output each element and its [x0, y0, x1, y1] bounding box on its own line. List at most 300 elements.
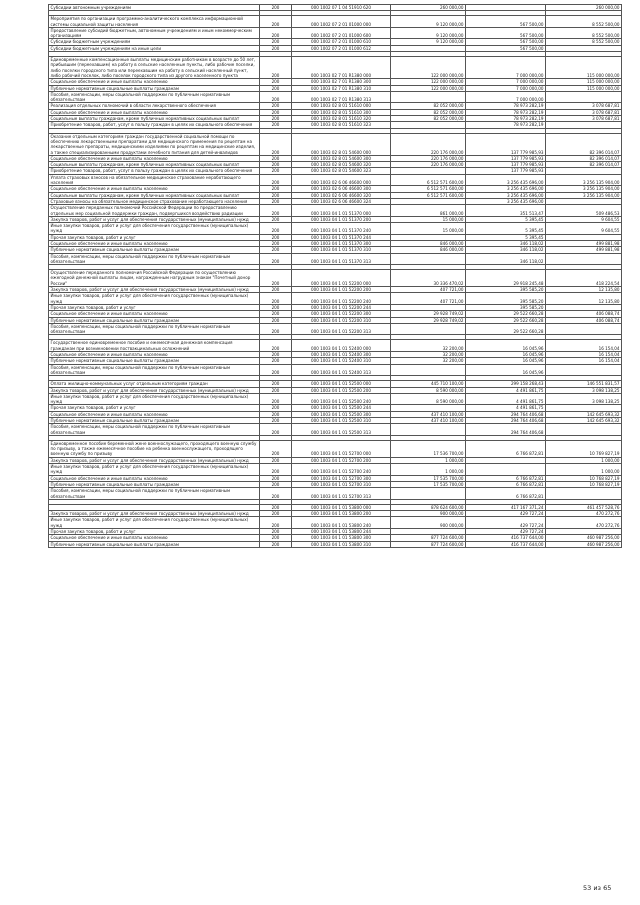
- row-name-cell: Осуществление переданного полномочия Российской Федерации по осуществлению ежегодной денежной выплаты лицам, награжденным нагрудным знаком "Почетный донор России": [49, 270, 260, 287]
- row-approved-cell: 9 120 000,00: [391, 39, 466, 45]
- row-classification-cell: 000 1003 02 8 01 51610 000: [292, 103, 391, 109]
- row-name-cell: Субсидии автономным учреждениям: [49, 5, 260, 11]
- row-code-cell: 200: [260, 440, 292, 457]
- row-executed-cell: 3 256 435 696,00: [466, 174, 546, 186]
- row-approved-cell: 82 052 000,00: [391, 116, 466, 122]
- row-name-cell: Публичные нормативные социальные выплаты гражданам: [49, 418, 260, 424]
- row-executed-cell: 395 585,20: [466, 304, 546, 310]
- row-unexecuted-cell: 10 769 827,19: [546, 440, 622, 457]
- row-name-cell: Иные закупки товаров, работ и услуг для обеспечения государственных (муниципальных) нужд: [49, 393, 260, 405]
- row-code-cell: 200: [260, 216, 292, 222]
- row-unexecuted-cell: [546, 323, 622, 335]
- row-executed-cell: 6 766 872,81: [466, 481, 546, 487]
- row-approved-cell: 8 590 000,00: [391, 393, 466, 405]
- row-code-cell: 200: [260, 381, 292, 387]
- table-row: [49, 205, 622, 217]
- row-executed-cell: 137 779 985,93: [466, 155, 546, 161]
- row-unexecuted-cell: 82 396 014,07: [546, 155, 622, 161]
- row-unexecuted-cell: 3 256 135 904,00: [546, 174, 622, 186]
- row-classification-cell: 000 1003 04 1 01 52500 244: [292, 405, 391, 411]
- table-row: [49, 234, 622, 240]
- row-code-cell: 200: [260, 27, 292, 39]
- row-approved-cell: 122 000 000,00: [391, 85, 466, 91]
- row-approved-cell: 9 120 000,00: [391, 16, 466, 28]
- table-row: [49, 155, 622, 161]
- row-name-cell: Социальные выплаты гражданам, кроме публичных нормативных социальных выплат: [49, 192, 260, 198]
- table-row: [49, 122, 622, 128]
- row-unexecuted-cell: 12 135,80: [546, 293, 622, 305]
- row-unexecuted-cell: 460 987 256,00: [546, 535, 622, 541]
- row-classification-cell: 000 1003 04 1 01 53800 310: [292, 541, 391, 547]
- row-approved-cell: 30 336 470,02: [391, 270, 466, 287]
- row-unexecuted-cell: 16 154,04: [546, 352, 622, 358]
- row-approved-cell: 846 000,00: [391, 240, 466, 246]
- row-approved-cell: 1 000,00: [391, 457, 466, 463]
- row-approved-cell: 15 000,00: [391, 216, 466, 222]
- row-classification-cell: 000 1003 04 1 01 52700 000: [292, 440, 391, 457]
- row-code-cell: 200: [260, 109, 292, 115]
- row-unexecuted-cell: 115 000 000,00: [546, 85, 622, 91]
- row-executed-cell: 78 973 282,19: [466, 116, 546, 122]
- row-code-cell: 200: [260, 234, 292, 240]
- row-name-cell: Прочая закупка товаров, работ и услуг: [49, 234, 260, 240]
- row-name-cell: Социальное обеспечение и иные выплаты населению: [49, 155, 260, 161]
- row-unexecuted-cell: 3 078 687,81: [546, 116, 622, 122]
- row-approved-cell: 32 200,00: [391, 340, 466, 352]
- row-classification-cell: 000 1003 02 6 06 46600 300: [292, 186, 391, 192]
- row-classification-cell: 000 1003 04 1 01 52700 300: [292, 475, 391, 481]
- row-code-cell: 200: [260, 323, 292, 335]
- table-row: [49, 174, 622, 186]
- row-executed-cell: 395 585,20: [466, 287, 546, 293]
- row-code-cell: 200: [260, 464, 292, 476]
- row-code-cell: 200: [260, 155, 292, 161]
- row-code-cell: 200: [260, 122, 292, 128]
- row-approved-cell: 437 410 100,00: [391, 411, 466, 417]
- row-classification-cell: 000 1003 04 1 01 52200 000: [292, 270, 391, 287]
- row-executed-cell: 4 491 861,75: [466, 387, 546, 393]
- row-approved-cell: [391, 364, 466, 376]
- row-code-cell: 200: [260, 240, 292, 246]
- row-classification-cell: 000 1003 04 1 01 52500 300: [292, 411, 391, 417]
- row-name-cell: Осуществление переданных полномочий Российской Федерации по предоставлению отдельных мер социальной поддержки граждан, подвергшихся воздействию радиации: [49, 205, 260, 217]
- row-approved-cell: 29 928 749,02: [391, 311, 466, 317]
- row-executed-cell: 351 513,47: [466, 205, 546, 217]
- row-classification-cell: 000 1003 02 6 06 46600 000: [292, 174, 391, 186]
- row-name-cell: Публичные нормативные социальные выплаты гражданам: [49, 247, 260, 253]
- row-executed-cell: 346 118,02: [466, 253, 546, 265]
- row-executed-cell: 7 000 000,00: [466, 79, 546, 85]
- row-classification-cell: 000 1003 04 1 01 51370 300: [292, 240, 391, 246]
- row-executed-cell: 78 973 282,19: [466, 109, 546, 115]
- row-name-cell: Публичные нормативные социальные выплаты гражданам: [49, 541, 260, 547]
- row-code-cell: 200: [260, 79, 292, 85]
- row-code-cell: 200: [260, 418, 292, 424]
- row-executed-cell: 567 500,00: [466, 45, 546, 51]
- table-row: [49, 541, 622, 547]
- row-executed-cell: 417 167 371,24: [466, 504, 546, 510]
- row-classification-cell: 000 1003 04 1 01 52200 200: [292, 287, 391, 293]
- row-approved-cell: 437 410 100,00: [391, 418, 466, 424]
- table-row: [49, 109, 622, 115]
- row-name-cell: Оказание отдельным категориям граждан государственной социальной помощи по обеспечению лекарственными препаратами для медицинского применения по рецептам на лекарственные препараты, медицинскими изделиями по рецептам на медицинские изделия, а также специализированными продуктами лечебного питания для детей-инвалидов: [49, 133, 260, 155]
- row-approved-cell: 878 624 600,00: [391, 504, 466, 510]
- row-code-cell: 200: [260, 103, 292, 109]
- row-name-cell: Субсидии бюджетным учреждениям: [49, 39, 260, 45]
- row-classification-cell: 000 1003 02 8 01 54600 300: [292, 155, 391, 161]
- row-code-cell: 200: [260, 198, 292, 204]
- row-code-cell: 200: [260, 457, 292, 463]
- row-name-cell: Публичные нормативные социальные выплаты гражданам: [49, 481, 260, 487]
- row-code-cell: 200: [260, 535, 292, 541]
- row-name-cell: Пособия, компенсации, меры социальной поддержки по публичным нормативным обязательствам: [49, 364, 260, 376]
- row-name-cell: Закупка товаров, работ и услуг для обеспечения государственных (муниципальных) нужд: [49, 457, 260, 463]
- table-row: [49, 133, 622, 155]
- row-executed-cell: 346 118,02: [466, 247, 546, 253]
- row-executed-cell: 3 256 435 696,00: [466, 186, 546, 192]
- row-approved-cell: [391, 488, 466, 500]
- row-classification-cell: 000 1003 02 7 01 R1380 313: [292, 91, 391, 103]
- row-unexecuted-cell: 142 645 693,32: [546, 418, 622, 424]
- row-unexecuted-cell: 3 078 687,81: [546, 109, 622, 115]
- row-unexecuted-cell: 82 396 014,07: [546, 133, 622, 155]
- row-name-cell: Социальное обеспечение и иные выплаты населению: [49, 352, 260, 358]
- row-unexecuted-cell: 146 551 831,57: [546, 381, 622, 387]
- row-unexecuted-cell: [546, 253, 622, 265]
- row-name-cell: Социальное обеспечение и иные выплаты населению: [49, 79, 260, 85]
- row-unexecuted-cell: 499 881,98: [546, 247, 622, 253]
- row-classification-cell: 000 1003 02 7 01 R1380 000: [292, 57, 391, 79]
- row-name-cell: Пособия, компенсации, меры социальной поддержки по публичным нормативным обязательствам: [49, 91, 260, 103]
- row-unexecuted-cell: [546, 364, 622, 376]
- row-name-cell: Пособия, компенсации, меры социальной поддержки по публичным нормативным обязательствам: [49, 253, 260, 265]
- row-classification-cell: 000 1003 04 1 01 52200 300: [292, 311, 391, 317]
- row-classification-cell: 000 1002 07 1 04 51910 620: [292, 5, 391, 11]
- table-row: [49, 27, 622, 39]
- row-code-cell: 200: [260, 39, 292, 45]
- row-unexecuted-cell: 16 154,04: [546, 358, 622, 364]
- row-code-cell: 200: [260, 511, 292, 517]
- row-classification-cell: 000 1003 04 1 01 51370 240: [292, 223, 391, 235]
- row-name-cell: Оплата жилищно-коммунальных услуг отдельным категориям граждан: [49, 381, 260, 387]
- row-code-cell: 200: [260, 192, 292, 198]
- row-code-cell: 200: [260, 352, 292, 358]
- row-classification-cell: 000 1003 02 8 01 54600 320: [292, 162, 391, 168]
- row-approved-cell: 32 200,00: [391, 358, 466, 364]
- row-executed-cell: 567 500,00: [466, 27, 546, 39]
- row-approved-cell: 122 000 000,00: [391, 57, 466, 79]
- row-code-cell: 200: [260, 364, 292, 376]
- row-name-cell: Социальное обеспечение и иные выплаты населению: [49, 475, 260, 481]
- row-unexecuted-cell: 115 000 000,00: [546, 79, 622, 85]
- row-name-cell: Публичные нормативные социальные выплаты гражданам: [49, 317, 260, 323]
- row-code-cell: 200: [260, 488, 292, 500]
- row-name-cell: Социальное обеспечение и иные выплаты населению: [49, 186, 260, 192]
- row-name-cell: Прочая закупка товаров, работ и услуг: [49, 405, 260, 411]
- row-unexecuted-cell: 3 256 135 904,00: [546, 186, 622, 192]
- row-approved-cell: 861 000,00: [391, 205, 466, 217]
- table-row: [49, 393, 622, 405]
- table-row: [49, 464, 622, 476]
- row-executed-cell: 29 522 660,28: [466, 311, 546, 317]
- row-executed-cell: 294 764 406,68: [466, 418, 546, 424]
- table-row: [49, 352, 622, 358]
- row-code-cell: 200: [260, 293, 292, 305]
- table-row: [49, 91, 622, 103]
- row-unexecuted-cell: 115 000 000,00: [546, 57, 622, 79]
- row-name-cell: Закупка товаров, работ и услуг для обеспечения государственных (муниципальных) нужд: [49, 511, 260, 517]
- row-code-cell: 200: [260, 57, 292, 79]
- row-unexecuted-cell: 8 552 500,00: [546, 16, 622, 28]
- row-executed-cell: 4 491 861,75: [466, 393, 546, 405]
- row-approved-cell: 900 000,00: [391, 511, 466, 517]
- table-row: [49, 103, 622, 109]
- row-executed-cell: 5 395,45: [466, 234, 546, 240]
- row-approved-cell: [391, 323, 466, 335]
- row-classification-cell: 000 1003 02 7 01 R1380 310: [292, 85, 391, 91]
- table-row: [49, 304, 622, 310]
- row-classification-cell: 000 1003 02 7 01 R1380 300: [292, 79, 391, 85]
- row-executed-cell: 567 500,00: [466, 16, 546, 28]
- row-executed-cell: 294 764 406,68: [466, 424, 546, 436]
- row-executed-cell: 6 766 872,81: [466, 475, 546, 481]
- row-executed-cell: 29 522 660,28: [466, 323, 546, 335]
- row-executed-cell: 395 585,20: [466, 293, 546, 305]
- table-row: [49, 192, 622, 198]
- row-approved-cell: 1 000,00: [391, 464, 466, 476]
- row-approved-cell: 407 721,00: [391, 287, 466, 293]
- row-executed-cell: 16 045,96: [466, 358, 546, 364]
- row-unexecuted-cell: 3 256 135 904,00: [546, 192, 622, 198]
- table-row: [49, 440, 622, 457]
- row-classification-cell: 000 1003 04 1 01 52200 240: [292, 293, 391, 305]
- row-executed-cell: 137 779 985,93: [466, 168, 546, 174]
- row-code-cell: 200: [260, 247, 292, 253]
- row-classification-cell: 000 1003 04 1 01 52500 240: [292, 393, 391, 405]
- row-code-cell: 200: [260, 358, 292, 364]
- row-executed-cell: 416 737 644,00: [466, 541, 546, 547]
- table-row: [49, 405, 622, 411]
- row-unexecuted-cell: 406 088,74: [546, 317, 622, 323]
- row-approved-cell: 220 176 000,00: [391, 162, 466, 168]
- row-name-cell: Публичные нормативные социальные выплаты гражданам: [49, 358, 260, 364]
- row-classification-cell: 000 1003 04 1 01 51370 200: [292, 216, 391, 222]
- row-approved-cell: 846 000,00: [391, 247, 466, 253]
- row-name-cell: Социальное обеспечение и иные выплаты населению: [49, 240, 260, 246]
- row-unexecuted-cell: 470 272,76: [546, 517, 622, 529]
- row-executed-cell: 3 256 435 696,00: [466, 192, 546, 198]
- row-executed-cell: 137 779 985,93: [466, 162, 546, 168]
- table-row: [49, 186, 622, 192]
- table-row: [49, 475, 622, 481]
- row-executed-cell: [466, 464, 546, 476]
- table-row: [49, 387, 622, 393]
- row-unexecuted-cell: 10 768 827,19: [546, 481, 622, 487]
- row-unexecuted-cell: [546, 488, 622, 500]
- row-unexecuted-cell: 9 604,55: [546, 216, 622, 222]
- table-row: [49, 57, 622, 79]
- row-executed-cell: 3 256 435 696,00: [466, 198, 546, 204]
- row-name-cell: Иные закупки товаров, работ и услуг для обеспечения государственных (муниципальных) нужд: [49, 517, 260, 529]
- row-approved-cell: 6 512 571 600,00: [391, 186, 466, 192]
- row-classification-cell: 000 1003 04 1 01 53800 000: [292, 504, 391, 510]
- row-code-cell: 200: [260, 529, 292, 535]
- row-code-cell: 200: [260, 541, 292, 547]
- row-code-cell: 200: [260, 270, 292, 287]
- row-code-cell: 200: [260, 133, 292, 155]
- row-name-cell: Мероприятия по организации программно-аналитического комплекса информационной системы социальной защиты населения: [49, 16, 260, 28]
- row-unexecuted-cell: 82 396 014,07: [546, 162, 622, 168]
- row-approved-cell: 17 536 700,00: [391, 440, 466, 457]
- row-approved-cell: [391, 91, 466, 103]
- row-name-cell: Пособия, компенсации, меры социальной поддержки по публичным нормативным обязательствам: [49, 323, 260, 335]
- row-code-cell: 200: [260, 517, 292, 529]
- row-unexecuted-cell: 3 098 138,25: [546, 393, 622, 405]
- row-executed-cell: 16 045,96: [466, 340, 546, 352]
- row-classification-cell: 000 1003 04 1 01 52700 240: [292, 464, 391, 476]
- row-classification-cell: 000 1003 02 8 01 54600 323: [292, 168, 391, 174]
- table-row: [49, 247, 622, 253]
- row-classification-cell: 000 1003 02 8 01 54600 000: [292, 133, 391, 155]
- row-approved-cell: 900 000,00: [391, 517, 466, 529]
- table-row: [49, 535, 622, 541]
- page-number: 53 из 65: [583, 884, 612, 892]
- row-unexecuted-cell: 499 881,98: [546, 240, 622, 246]
- table-row: [49, 311, 622, 317]
- table-row: [49, 253, 622, 265]
- table-row: [49, 317, 622, 323]
- row-approved-cell: [391, 424, 466, 436]
- row-classification-cell: 000 1003 04 1 01 52200 244: [292, 304, 391, 310]
- table-row: [49, 511, 622, 517]
- table-row: [49, 488, 622, 500]
- table-row: [49, 418, 622, 424]
- row-unexecuted-cell: 260 000,00: [546, 5, 622, 11]
- row-code-cell: 200: [260, 186, 292, 192]
- row-classification-cell: 000 1003 04 1 01 53800 240: [292, 517, 391, 529]
- row-code-cell: 200: [260, 287, 292, 293]
- row-code-cell: 200: [260, 253, 292, 265]
- row-code-cell: 200: [260, 85, 292, 91]
- row-executed-cell: 78 973 282,19: [466, 122, 546, 128]
- row-classification-cell: 000 1003 04 1 01 52500 313: [292, 424, 391, 436]
- row-executed-cell: 16 045,96: [466, 352, 546, 358]
- row-executed-cell: 5 395,45: [466, 216, 546, 222]
- row-code-cell: 200: [260, 411, 292, 417]
- table-row: [49, 270, 622, 287]
- row-executed-cell: 346 118,02: [466, 240, 546, 246]
- table-row: [49, 481, 622, 487]
- row-classification-cell: 000 1003 04 1 01 52500 310: [292, 418, 391, 424]
- row-code-cell: 200: [260, 91, 292, 103]
- row-name-cell: Закупка товаров, работ и услуг для обеспечения государственных (муниципальных) нужд: [49, 287, 260, 293]
- row-approved-cell: 445 710 100,00: [391, 381, 466, 387]
- row-name-cell: Закупка товаров, работ и услуг для обеспечения государственных (муниципальных) нужд: [49, 216, 260, 222]
- row-classification-cell: 000 1003 04 1 01 51370 244: [292, 234, 391, 240]
- row-approved-cell: 17 535 700,00: [391, 481, 466, 487]
- row-classification-cell: 000 1002 07 2 01 01000 610: [292, 39, 391, 45]
- row-code-cell: 200: [260, 405, 292, 411]
- row-code-cell: 200: [260, 168, 292, 174]
- row-name-cell: Публичные нормативные социальные выплаты гражданам: [49, 85, 260, 91]
- table-row: [49, 198, 622, 204]
- row-approved-cell: 29 928 749,02: [391, 317, 466, 323]
- row-name-cell: Социальные выплаты гражданам, кроме публичных нормативных социальных выплат: [49, 116, 260, 122]
- row-code-cell: 200: [260, 424, 292, 436]
- table-row: [49, 411, 622, 417]
- row-classification-cell: 000 1003 04 1 01 51370 310: [292, 247, 391, 253]
- row-approved-cell: 877 724 600,00: [391, 535, 466, 541]
- row-unexecuted-cell: 10 768 827,19: [546, 475, 622, 481]
- row-executed-cell: 294 764 406,68: [466, 411, 546, 417]
- row-executed-cell: 78 973 282,19: [466, 103, 546, 109]
- row-unexecuted-cell: 1 000,00: [546, 457, 622, 463]
- row-executed-cell: 429 727,24: [466, 517, 546, 529]
- row-code-cell: 200: [260, 162, 292, 168]
- row-code-cell: 200: [260, 205, 292, 217]
- row-name-cell: Социальное обеспечение и иные выплаты населению: [49, 411, 260, 417]
- row-code-cell: 200: [260, 340, 292, 352]
- row-executed-cell: 299 158 268,43: [466, 381, 546, 387]
- row-classification-cell: 000 1003 04 1 01 52400 313: [292, 364, 391, 376]
- row-approved-cell: 6 512 571 600,00: [391, 174, 466, 186]
- table-row: [49, 287, 622, 293]
- row-classification-cell: 000 1003 04 1 01 53800 244: [292, 529, 391, 535]
- row-name-cell: Субсидии бюджетным учреждениям на иные цели: [49, 45, 260, 51]
- row-code-cell: 200: [260, 504, 292, 510]
- row-executed-cell: 416 737 644,00: [466, 535, 546, 541]
- row-classification-cell: 000 1003 04 1 01 53800 200: [292, 511, 391, 517]
- row-approved-cell: 17 535 700,00: [391, 475, 466, 481]
- row-code-cell: 200: [260, 16, 292, 28]
- row-unexecuted-cell: 8 552 500,00: [546, 27, 622, 39]
- row-unexecuted-cell: 3 078 687,81: [546, 103, 622, 109]
- row-unexecuted-cell: 3 098 138,25: [546, 387, 622, 393]
- row-classification-cell: 000 1002 07 2 01 01000 612: [292, 45, 391, 51]
- table-row: [49, 293, 622, 305]
- row-unexecuted-cell: 470 272,76: [546, 511, 622, 517]
- row-classification-cell: 000 1002 07 2 01 01000 600: [292, 27, 391, 39]
- row-classification-cell: 000 1003 02 6 06 46600 320: [292, 192, 391, 198]
- table-row: [49, 216, 622, 222]
- row-approved-cell: 877 724 600,00: [391, 541, 466, 547]
- row-name-cell: Социальное обеспечение и иные выплаты населению: [49, 109, 260, 115]
- row-name-cell: Уплата страховых взносов на обязательное медицинское страхование неработающего населения: [49, 174, 260, 186]
- row-approved-cell: 15 000,00: [391, 223, 466, 235]
- row-approved-cell: [391, 253, 466, 265]
- row-code-cell: 200: [260, 5, 292, 11]
- row-approved-cell: 82 052 000,00: [391, 103, 466, 109]
- row-approved-cell: 220 176 000,00: [391, 155, 466, 161]
- row-unexecuted-cell: 406 088,74: [546, 311, 622, 317]
- row-classification-cell: 000 1003 04 1 01 52500 000: [292, 381, 391, 387]
- row-unexecuted-cell: 509 486,53: [546, 205, 622, 217]
- row-name-cell: Пособия, компенсации, меры социальной поддержки по публичным нормативным обязательствам: [49, 488, 260, 500]
- row-unexecuted-cell: 460 987 256,00: [546, 541, 622, 547]
- row-approved-cell: 8 590 000,00: [391, 387, 466, 393]
- row-classification-cell: 000 1003 04 1 01 52700 310: [292, 481, 391, 487]
- row-classification-cell: 000 1003 02 6 06 46600 324: [292, 198, 391, 204]
- row-code-cell: 200: [260, 116, 292, 122]
- row-name-cell: Государственное единовременное пособие и ежемесячная денежная компенсация гражданам при возникновении поствакцинальных осложнений: [49, 340, 260, 352]
- table-row: [49, 223, 622, 235]
- row-name-cell: Прочая закупка товаров, работ и услуг: [49, 304, 260, 310]
- table-row: [49, 45, 622, 51]
- row-code-cell: 200: [260, 174, 292, 186]
- row-name-cell: Реализация отдельных полномочий в области лекарственного обеспечения: [49, 103, 260, 109]
- row-approved-cell: 32 200,00: [391, 352, 466, 358]
- row-approved-cell: 9 120 000,00: [391, 27, 466, 39]
